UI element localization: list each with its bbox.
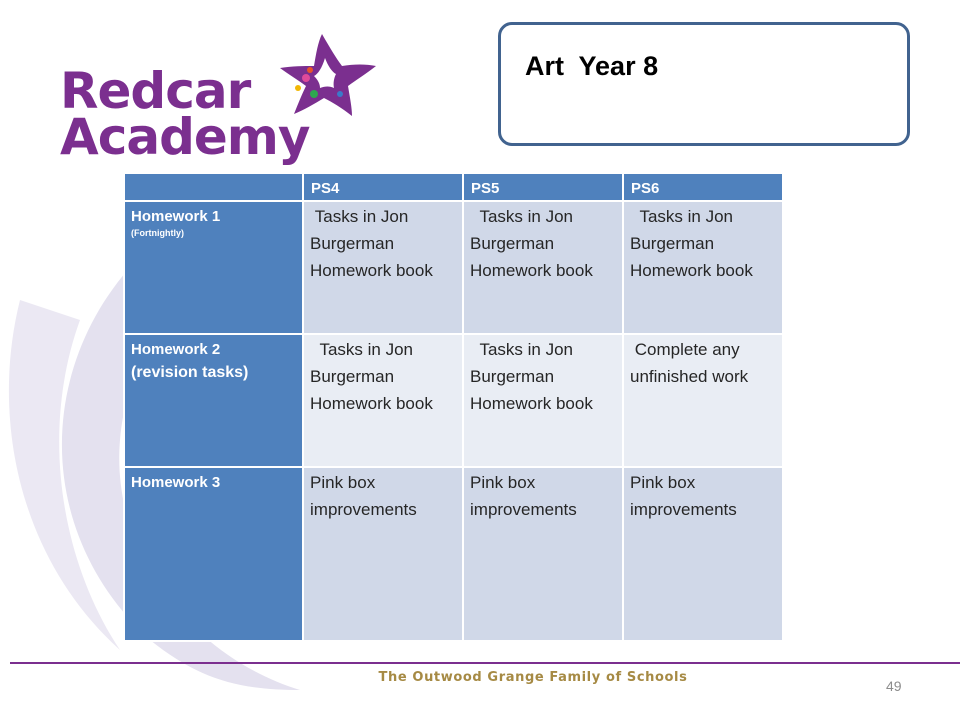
table-cell: Tasks in Jon Burgerman Homework book <box>303 201 463 334</box>
table-row <box>124 201 783 334</box>
table-header-ps6: PS6 <box>623 173 783 201</box>
logo-word-redcar: Redcar <box>60 62 251 120</box>
footer-divider <box>10 662 960 664</box>
row-header-homework-1: Homework 1 (Fortnightly) <box>124 201 303 334</box>
logo-word-academy: Academy <box>60 108 310 166</box>
row-sublabel: (revision tasks) <box>131 364 249 381</box>
table-header-row <box>124 173 783 201</box>
page-number: 49 <box>886 678 902 694</box>
table-cell: Tasks in Jon Burgerman Homework book <box>623 201 783 334</box>
table-cell: Pink box improvements <box>623 467 783 641</box>
star-logo-icon <box>270 28 380 118</box>
table-cell: Pink box improvements <box>303 467 463 641</box>
table-header-ps4: PS4 <box>303 173 463 201</box>
table-header-ps5: PS5 <box>463 173 623 201</box>
table-cell: Tasks in Jon Burgerman Homework book <box>463 334 623 467</box>
table-row <box>124 334 783 467</box>
redcar-academy-logo <box>60 28 380 168</box>
row-sublabel: (Fortnightly) <box>131 228 184 238</box>
table-cell: Pink box improvements <box>463 467 623 641</box>
table-row <box>124 467 783 641</box>
table-header-corner <box>124 173 303 201</box>
footer-text: The Outwood Grange Family of Schools <box>378 670 688 685</box>
table-cell: Tasks in Jon Burgerman Homework book <box>463 201 623 334</box>
homework-table <box>123 172 784 642</box>
page-title: Art Year 8 <box>525 51 659 81</box>
row-header-homework-3: Homework 3 <box>124 467 303 641</box>
table-cell: Complete any unfinished work <box>623 334 783 467</box>
row-header-homework-2: Homework 2 (revision tasks) <box>124 334 303 467</box>
title-box <box>498 22 910 146</box>
table-cell: Tasks in Jon Burgerman Homework book <box>303 334 463 467</box>
